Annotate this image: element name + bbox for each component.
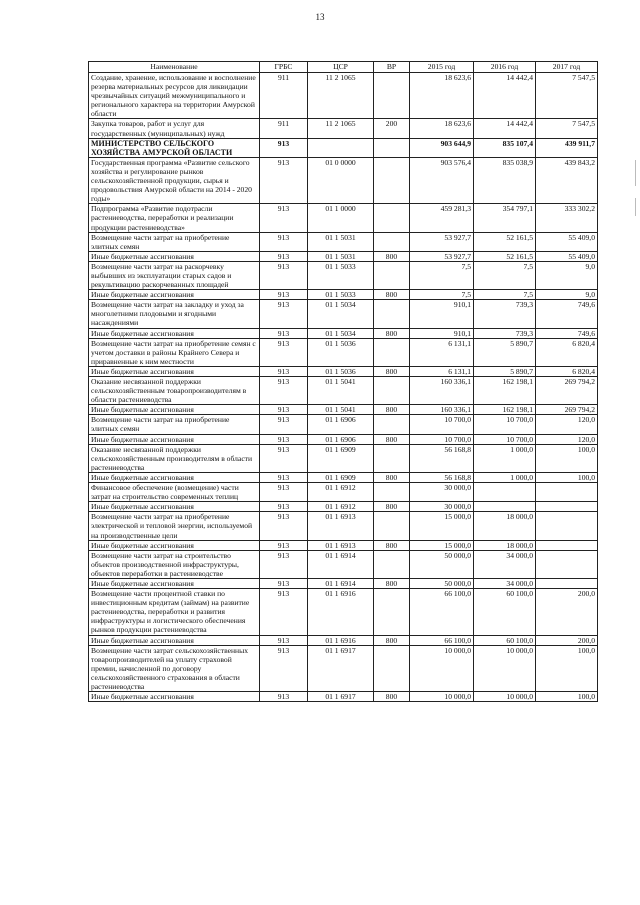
cell-csr: 01 1 5036 [308, 366, 374, 376]
cell-vr: 800 [374, 251, 410, 261]
cell-2017: 100,0 [536, 645, 598, 691]
cell-grbs: 911 [260, 73, 308, 119]
cell-grbs: 913 [260, 405, 308, 415]
cell-csr: 11 2 1065 [308, 73, 374, 119]
cell-csr: 11 2 1065 [308, 119, 374, 138]
cell-2017: 200,0 [536, 589, 598, 635]
cell-name: Возмещение части затрат на приобретение электрической и тепловой энергии, используемой на производственные цели [89, 512, 260, 540]
cell-vr [374, 550, 410, 578]
table-row [89, 119, 598, 138]
cell-vr [374, 232, 410, 251]
cell-name: Возмещение части затрат сельскохозяйственных товаропроизводителей на уплату страховой премии, начисленной по договору сельскохозяйственного страхования в области растениеводства [89, 645, 260, 691]
table-row [89, 512, 598, 540]
cell-grbs: 913 [260, 540, 308, 550]
cell-csr: 01 1 5041 [308, 405, 374, 415]
cell-2015: 56 168,8 [410, 444, 474, 472]
cell-2017: 269 794,2 [536, 405, 598, 415]
cell-2016: 5 890,7 [474, 338, 536, 366]
cell-2016: 18 000,0 [474, 540, 536, 550]
table-row [89, 578, 598, 588]
cell-name: МИНИСТЕРСТВО СЕЛЬСКОГО ХОЗЯЙСТВА АМУРСКОЙ ОБЛАСТИ [89, 138, 260, 157]
cell-2016: 14 442,4 [474, 73, 536, 119]
cell-name: Иные бюджетные ассигнования [89, 540, 260, 550]
cell-grbs: 913 [260, 415, 308, 434]
cell-2015: 910,1 [410, 328, 474, 338]
cell-2017 [536, 512, 598, 540]
table-row [89, 540, 598, 550]
cell-vr: 800 [374, 578, 410, 588]
cell-csr: 01 1 6906 [308, 415, 374, 434]
cell-grbs: 913 [260, 550, 308, 578]
cell-2017: 100,0 [536, 444, 598, 472]
budget-table [88, 61, 598, 702]
cell-2015: 18 623,6 [410, 73, 474, 119]
cell-grbs: 913 [260, 328, 308, 338]
cell-grbs: 913 [260, 635, 308, 645]
cell-csr: 01 1 6914 [308, 578, 374, 588]
cell-vr: 800 [374, 540, 410, 550]
cell-2016: 739,3 [474, 300, 536, 328]
cell-name: Иные бюджетные ассигнования [89, 578, 260, 588]
cell-vr: 800 [374, 502, 410, 512]
cell-csr: 01 1 6909 [308, 472, 374, 482]
cell-grbs: 913 [260, 290, 308, 300]
cell-2016: 835 107,4 [474, 138, 536, 157]
cell-name: Иные бюджетные ассигнования [89, 290, 260, 300]
table-row [89, 366, 598, 376]
cell-csr: 01 1 6909 [308, 444, 374, 472]
cell-2015: 7,5 [410, 261, 474, 289]
cell-2015: 50 000,0 [410, 578, 474, 588]
scan-edge-mark [635, 198, 636, 216]
cell-2016: 60 100,0 [474, 635, 536, 645]
cell-2017: 100,0 [536, 472, 598, 482]
cell-vr: 200 [374, 119, 410, 138]
cell-2016: 354 797,1 [474, 204, 536, 232]
cell-vr: 800 [374, 434, 410, 444]
cell-2016: 34 000,0 [474, 550, 536, 578]
cell-2015: 15 000,0 [410, 512, 474, 540]
cell-name: Иные бюджетные ассигнования [89, 635, 260, 645]
cell-vr: 800 [374, 405, 410, 415]
cell-name: Иные бюджетные ассигнования [89, 251, 260, 261]
table-row [89, 377, 598, 405]
header-vr: ВР [374, 62, 410, 73]
table-body [89, 73, 598, 702]
cell-name: Возмещение части процентной ставки по инвестиционным кредитам (займам) на развитие растениеводства, переработки и развития инфраструктуры и логистического обеспечения рынков продукции растениеводства [89, 589, 260, 635]
cell-grbs: 913 [260, 512, 308, 540]
cell-2016: 1 000,0 [474, 444, 536, 472]
cell-2015: 30 000,0 [410, 502, 474, 512]
table-row [89, 635, 598, 645]
cell-2017 [536, 502, 598, 512]
cell-2015: 7,5 [410, 290, 474, 300]
cell-vr: 800 [374, 635, 410, 645]
table-row [89, 157, 598, 203]
cell-2016: 162 198,1 [474, 405, 536, 415]
cell-2017: 55 409,0 [536, 251, 598, 261]
cell-2017 [536, 550, 598, 578]
cell-2017: 439 911,7 [536, 138, 598, 157]
cell-2016: 52 161,5 [474, 251, 536, 261]
cell-name: Подпрограмма «Развитие подотрасли растениеводства, переработки и реализации продукции растениеводства» [89, 204, 260, 232]
cell-name: Оказание несвязанной поддержки сельскохозяйственным товаропроизводителям в области растениеводства [89, 377, 260, 405]
cell-name: Возмещение части затрат на строительство объектов производственной инфраструктуры, объектов переработки в растениеводстве [89, 550, 260, 578]
table-row [89, 138, 598, 157]
cell-csr: 01 1 6906 [308, 434, 374, 444]
cell-grbs: 913 [260, 692, 308, 702]
cell-csr [308, 138, 374, 157]
table-row [89, 444, 598, 472]
cell-2015: 160 336,1 [410, 377, 474, 405]
cell-csr: 01 1 6913 [308, 512, 374, 540]
cell-vr [374, 377, 410, 405]
table-row [89, 692, 598, 702]
cell-csr: 01 1 6914 [308, 550, 374, 578]
table-row [89, 502, 598, 512]
cell-2016: 14 442,4 [474, 119, 536, 138]
cell-csr: 01 1 6913 [308, 540, 374, 550]
cell-name: Иные бюджетные ассигнования [89, 405, 260, 415]
cell-grbs: 913 [260, 366, 308, 376]
cell-vr [374, 338, 410, 366]
cell-2015: 53 927,7 [410, 251, 474, 261]
table-row [89, 472, 598, 482]
cell-csr: 01 1 6916 [308, 635, 374, 645]
header-csr: ЦСР [308, 62, 374, 73]
header-2017: 2017 год [536, 62, 598, 73]
cell-name: Возмещение части затрат на приобретение семян с учетом доставки в районы Крайнего Севера и приравненные к ним местности [89, 338, 260, 366]
cell-2015: 10 000,0 [410, 645, 474, 691]
cell-csr: 01 0 0000 [308, 157, 374, 203]
cell-name: Закупка товаров, работ и услуг для государственных (муниципальных) нужд [89, 119, 260, 138]
cell-2015: 66 100,0 [410, 589, 474, 635]
cell-grbs: 913 [260, 338, 308, 366]
cell-grbs: 913 [260, 472, 308, 482]
cell-csr: 01 1 0000 [308, 204, 374, 232]
cell-2017: 55 409,0 [536, 232, 598, 251]
cell-2015: 903 576,4 [410, 157, 474, 203]
cell-grbs: 913 [260, 645, 308, 691]
scan-edge-mark [635, 160, 636, 186]
cell-2016: 162 198,1 [474, 377, 536, 405]
cell-grbs: 913 [260, 261, 308, 289]
cell-grbs: 911 [260, 119, 308, 138]
cell-csr: 01 1 6917 [308, 645, 374, 691]
cell-csr: 01 1 5036 [308, 338, 374, 366]
cell-vr [374, 138, 410, 157]
table-row [89, 338, 598, 366]
cell-name: Возмещение части затрат на раскорчевку выбывших из эксплуатации старых садов и рекультивацию раскорчеванных площадей [89, 261, 260, 289]
cell-2016: 10 000,0 [474, 645, 536, 691]
cell-name: Оказание несвязанной поддержки сельскохозяйственным производителям в области растениеводства [89, 444, 260, 472]
cell-name: Финансовое обеспечение (возмещение) части затрат на строительство современных теплиц [89, 483, 260, 502]
table-row [89, 415, 598, 434]
cell-2016: 60 100,0 [474, 589, 536, 635]
table-row [89, 405, 598, 415]
cell-grbs: 913 [260, 434, 308, 444]
cell-2015: 66 100,0 [410, 635, 474, 645]
header-2015: 2015 год [410, 62, 474, 73]
table-row [89, 550, 598, 578]
cell-name: Возмещение части затрат на закладку и уход за многолетними плодовыми и ягодными насаждениями [89, 300, 260, 328]
cell-2017: 749,6 [536, 328, 598, 338]
cell-csr: 01 1 5031 [308, 232, 374, 251]
cell-vr [374, 645, 410, 691]
table-row [89, 434, 598, 444]
cell-csr: 01 1 6916 [308, 589, 374, 635]
cell-grbs: 913 [260, 138, 308, 157]
cell-2015: 160 336,1 [410, 405, 474, 415]
cell-2015: 56 168,8 [410, 472, 474, 482]
cell-2016: 34 000,0 [474, 578, 536, 588]
cell-csr: 01 1 6917 [308, 692, 374, 702]
cell-2016: 10 000,0 [474, 692, 536, 702]
cell-2017: 269 794,2 [536, 377, 598, 405]
cell-2015: 10 700,0 [410, 415, 474, 434]
cell-csr: 01 1 5033 [308, 261, 374, 289]
cell-2017: 120,0 [536, 415, 598, 434]
cell-grbs: 913 [260, 300, 308, 328]
cell-2016 [474, 483, 536, 502]
cell-2016: 10 700,0 [474, 415, 536, 434]
cell-vr: 800 [374, 366, 410, 376]
header-2016: 2016 год [474, 62, 536, 73]
cell-csr: 01 1 6912 [308, 502, 374, 512]
cell-grbs: 913 [260, 483, 308, 502]
cell-2017 [536, 483, 598, 502]
cell-2017: 6 820,4 [536, 338, 598, 366]
cell-name: Государственная программа «Развитие сельского хозяйства и регулирование рынков сельскохозяйственной продукции, сырья и продовольствия Амурской области на 2014 - 2020 годы» [89, 157, 260, 203]
cell-2016: 739,3 [474, 328, 536, 338]
table-row [89, 300, 598, 328]
cell-2017: 7 547,5 [536, 119, 598, 138]
cell-vr: 800 [374, 692, 410, 702]
cell-2017: 200,0 [536, 635, 598, 645]
budget-table-container [88, 61, 598, 702]
table-row [89, 328, 598, 338]
cell-vr [374, 483, 410, 502]
header-grbs: ГРБС [260, 62, 308, 73]
table-row [89, 261, 598, 289]
cell-grbs: 913 [260, 444, 308, 472]
cell-2015: 53 927,7 [410, 232, 474, 251]
cell-2017: 9,0 [536, 261, 598, 289]
cell-2017: 333 302,2 [536, 204, 598, 232]
cell-vr [374, 73, 410, 119]
cell-name: Иные бюджетные ассигнования [89, 366, 260, 376]
cell-2017: 6 820,4 [536, 366, 598, 376]
table-row [89, 645, 598, 691]
table-row [89, 483, 598, 502]
table-row [89, 204, 598, 232]
cell-vr [374, 415, 410, 434]
cell-2015: 18 623,6 [410, 119, 474, 138]
cell-2017 [536, 578, 598, 588]
cell-2017: 7 547,5 [536, 73, 598, 119]
cell-name: Возмещение части затрат на приобретение элитных семян [89, 232, 260, 251]
table-row [89, 589, 598, 635]
cell-2016: 18 000,0 [474, 512, 536, 540]
cell-2016 [474, 502, 536, 512]
cell-2016: 835 038,9 [474, 157, 536, 203]
cell-vr [374, 444, 410, 472]
cell-2016: 1 000,0 [474, 472, 536, 482]
cell-grbs: 913 [260, 589, 308, 635]
cell-csr: 01 1 5034 [308, 300, 374, 328]
table-row [89, 290, 598, 300]
cell-csr: 01 1 5034 [308, 328, 374, 338]
cell-2015: 6 131,1 [410, 338, 474, 366]
cell-name: Возмещение части затрат на приобретение элитных семян [89, 415, 260, 434]
cell-vr: 800 [374, 472, 410, 482]
cell-2017 [536, 540, 598, 550]
table-row [89, 73, 598, 119]
cell-grbs: 913 [260, 251, 308, 261]
cell-vr [374, 204, 410, 232]
table-row [89, 232, 598, 251]
cell-2015: 15 000,0 [410, 540, 474, 550]
cell-grbs: 913 [260, 502, 308, 512]
cell-grbs: 913 [260, 204, 308, 232]
cell-2016: 5 890,7 [474, 366, 536, 376]
page-number: 13 [315, 12, 325, 22]
cell-2016: 7,5 [474, 290, 536, 300]
cell-2016: 10 700,0 [474, 434, 536, 444]
cell-name: Иные бюджетные ассигнования [89, 692, 260, 702]
cell-name: Иные бюджетные ассигнования [89, 502, 260, 512]
cell-2015: 910,1 [410, 300, 474, 328]
cell-vr: 800 [374, 328, 410, 338]
cell-name: Иные бюджетные ассигнования [89, 328, 260, 338]
cell-2015: 459 281,3 [410, 204, 474, 232]
cell-grbs: 913 [260, 232, 308, 251]
cell-vr [374, 589, 410, 635]
cell-2017: 9,0 [536, 290, 598, 300]
cell-2015: 6 131,1 [410, 366, 474, 376]
cell-2015: 10 000,0 [410, 692, 474, 702]
cell-grbs: 913 [260, 377, 308, 405]
cell-2016: 52 161,5 [474, 232, 536, 251]
cell-2015: 903 644,9 [410, 138, 474, 157]
cell-2015: 50 000,0 [410, 550, 474, 578]
cell-2017: 439 843,2 [536, 157, 598, 203]
cell-grbs: 913 [260, 157, 308, 203]
cell-2017: 120,0 [536, 434, 598, 444]
cell-vr [374, 157, 410, 203]
cell-2015: 10 700,0 [410, 434, 474, 444]
cell-csr: 01 1 5041 [308, 377, 374, 405]
cell-name: Создание, хранение, использование и восполнение резерва материальных ресурсов для ликвидации чрезвычайных ситуаций межмуниципального и регионального характера на территории Амурской области [89, 73, 260, 119]
cell-grbs: 913 [260, 578, 308, 588]
cell-2015: 30 000,0 [410, 483, 474, 502]
cell-2017: 749,6 [536, 300, 598, 328]
cell-vr [374, 300, 410, 328]
cell-2017: 100,0 [536, 692, 598, 702]
cell-2016: 7,5 [474, 261, 536, 289]
cell-csr: 01 1 5031 [308, 251, 374, 261]
table-row [89, 251, 598, 261]
cell-vr [374, 512, 410, 540]
header-name: Наименование [89, 62, 260, 73]
cell-name: Иные бюджетные ассигнования [89, 472, 260, 482]
cell-name: Иные бюджетные ассигнования [89, 434, 260, 444]
table-header-row [89, 62, 598, 73]
cell-csr: 01 1 6912 [308, 483, 374, 502]
cell-vr [374, 261, 410, 289]
cell-csr: 01 1 5033 [308, 290, 374, 300]
cell-vr: 800 [374, 290, 410, 300]
